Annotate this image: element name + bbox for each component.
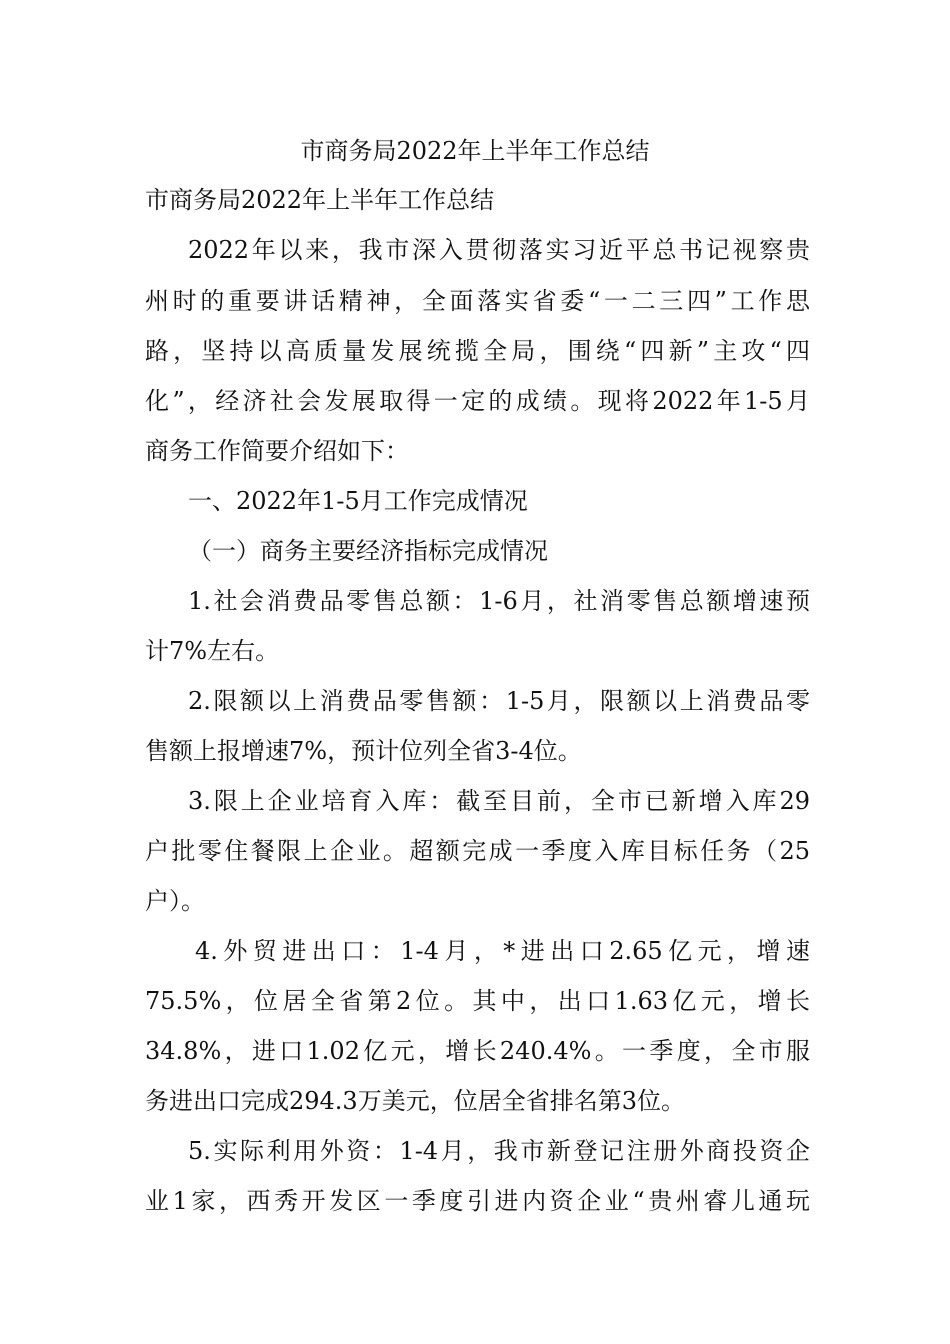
paragraph-line: 户）。 bbox=[145, 887, 205, 915]
subsection-heading: （一）商务主要经济指标完成情况 bbox=[188, 537, 548, 565]
paragraph-line: 5.实际利用外资：1-4月，我市新登记注册外商投资企 bbox=[188, 1137, 810, 1165]
paragraph-line: 售额上报增速7%，预计位列全省3-4位。 bbox=[145, 737, 582, 765]
paragraph-line: 业1家，西秀开发区一季度引进内资企业“贵州睿儿通玩 bbox=[145, 1187, 810, 1215]
paragraph-line: 3.限上企业培育入库：截至目前，全市已新增入库29 bbox=[188, 787, 810, 815]
paragraph-line: 务进出口完成294.3万美元，位居全省排名第3位。 bbox=[145, 1087, 685, 1115]
paragraph-line: 2.限额以上消费品零售额：1-5月，限额以上消费品零 bbox=[188, 687, 810, 715]
subtitle-line: 市商务局2022年上半年工作总结 bbox=[145, 186, 495, 214]
paragraph-line: 户批零住餐限上企业。超额完成一季度入库目标任务（25 bbox=[145, 837, 810, 865]
page-title: 市商务局2022年上半年工作总结 bbox=[300, 137, 650, 165]
paragraph-line: 计7%左右。 bbox=[145, 637, 280, 665]
paragraph-line: 75.5%，位居全省第2位。其中，出口1.63亿元，增长 bbox=[145, 987, 810, 1015]
section-heading: 一、2022年1-5月工作完成情况 bbox=[188, 487, 528, 515]
paragraph-line: 化”，经济社会发展取得一定的成绩。现将2022年1-5月 bbox=[145, 387, 810, 415]
paragraph-line: 州时的重要讲话精神，全面落实省委“一二三四”工作思 bbox=[145, 287, 810, 315]
paragraph-line: 商务工作简要介绍如下： bbox=[145, 437, 409, 465]
paragraph-line: 路，坚持以高质量发展统揽全局，围绕“四新”主攻“四 bbox=[145, 337, 810, 365]
paragraph-line: 2022年以来，我市深入贯彻落实习近平总书记视察贵 bbox=[188, 236, 810, 264]
paragraph-line: 4.外贸进出口：1-4月，*进出口2.65亿元，增速 bbox=[195, 937, 810, 965]
paragraph-line: 1.社会消费品零售总额：1-6月，社消零售总额增速预 bbox=[188, 587, 810, 615]
paragraph-line: 34.8%，进口1.02亿元，增长240.4%。一季度，全市服 bbox=[145, 1037, 810, 1065]
